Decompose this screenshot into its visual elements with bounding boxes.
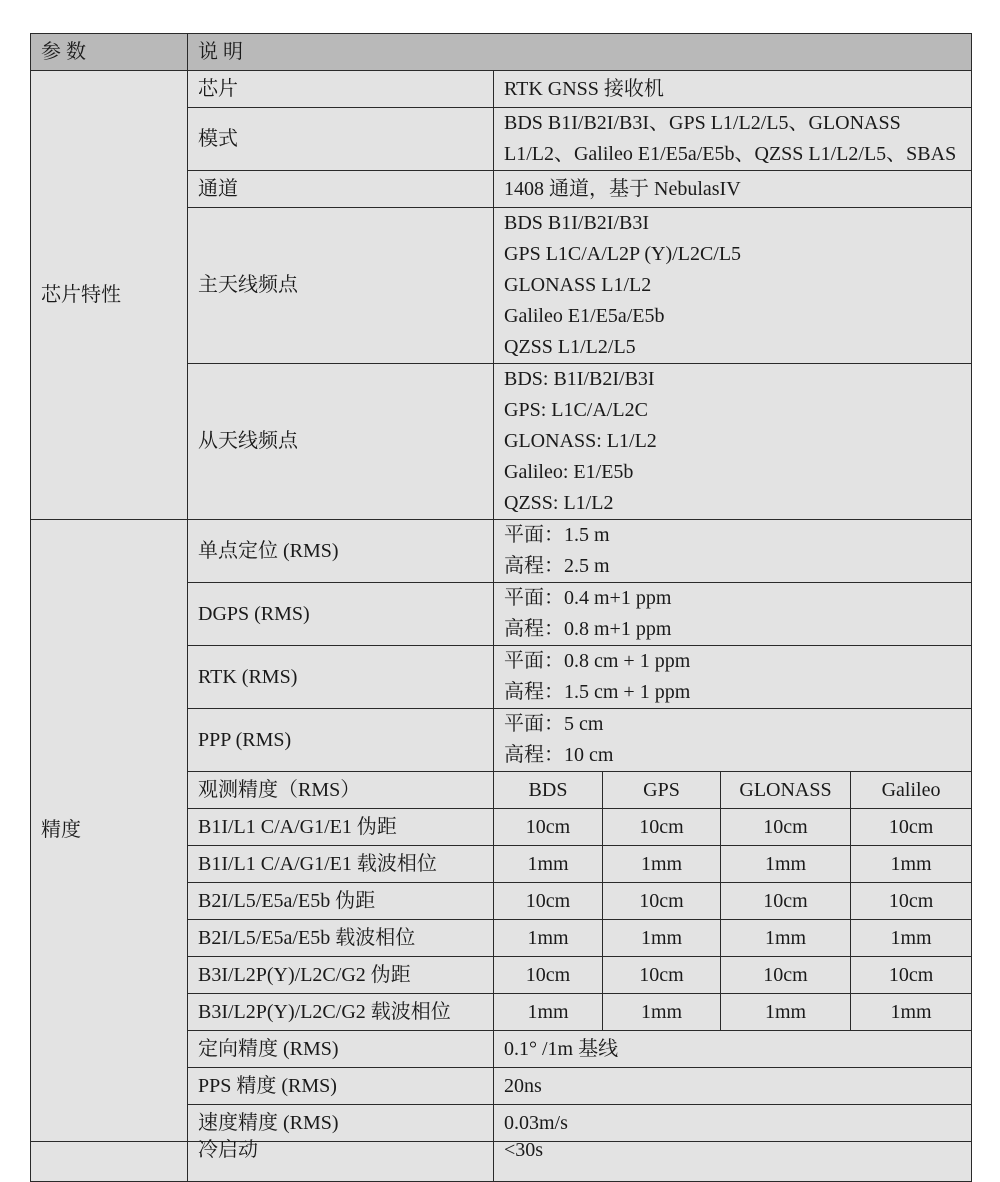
- obs-value: 10cm: [721, 957, 851, 994]
- param-label: 通道: [188, 171, 494, 208]
- obs-label: 观测精度（RMS）: [188, 772, 494, 809]
- obs-value: 1mm: [494, 994, 603, 1031]
- param-label: PPP (RMS): [188, 709, 494, 772]
- category-accuracy: 精度: [31, 520, 188, 1142]
- next-value: <30s: [504, 1139, 544, 1161]
- value-line: 平面：1.5 m: [504, 524, 610, 546]
- param-label: 主天线频点: [188, 208, 494, 364]
- obs-value: 1mm: [851, 994, 972, 1031]
- obs-system-header: GPS: [603, 772, 721, 809]
- param-label: 模式: [188, 108, 494, 171]
- value-line: GPS: L1C/A/L2C: [504, 399, 648, 421]
- accuracy-row: [31, 520, 972, 583]
- obs-value: 10cm: [603, 809, 721, 846]
- value-line: RTK GNSS 接收机: [504, 77, 664, 100]
- value-line: 高程：10 cm: [504, 744, 614, 766]
- spec-table: [30, 33, 972, 1182]
- value-cell: [494, 646, 972, 709]
- value-line: 平面：5 cm: [504, 713, 604, 735]
- table-header-row: [31, 34, 972, 71]
- obs-value: 10cm: [603, 957, 721, 994]
- obs-signal-label: B3I/L2P(Y)/L2C/G2 载波相位: [188, 994, 494, 1031]
- value-cell: [494, 520, 972, 583]
- value-line: Galileo: E1/E5b: [504, 461, 634, 483]
- obs-value: 10cm: [851, 809, 972, 846]
- value-line: Galileo E1/E5a/E5b: [504, 305, 665, 327]
- category-chip: 芯片特性: [31, 71, 188, 520]
- param-label: 芯片: [188, 71, 494, 108]
- value-line: BDS B1I/B2I/B3I: [504, 212, 650, 234]
- value-line: L1/L2、Galileo E1/E5a/E5b、QZSS L1/L2/L5、SBAS: [504, 143, 957, 165]
- obs-value: 1mm: [603, 994, 721, 1031]
- value-cell: [494, 709, 972, 772]
- obs-value: 10cm: [721, 883, 851, 920]
- value-line: QZSS: L1/L2: [504, 492, 614, 514]
- obs-signal-label: B1I/L1 C/A/G1/E1 载波相位: [188, 846, 494, 883]
- value-line: 平面：0.4 m+1 ppm: [504, 587, 672, 609]
- chip-row: [31, 71, 972, 108]
- obs-value: 10cm: [721, 809, 851, 846]
- value-cell: [494, 108, 972, 171]
- param-label: PPS 精度 (RMS): [188, 1068, 494, 1105]
- next-row: [31, 1142, 972, 1182]
- param-label: [188, 1139, 494, 1182]
- header-desc: 说 明: [188, 34, 972, 71]
- value-line: 高程：1.5 cm + 1 ppm: [504, 681, 691, 703]
- obs-value: 10cm: [603, 883, 721, 920]
- spec-table-body: [31, 34, 972, 1182]
- value-line: GLONASS: L1/L2: [504, 430, 657, 452]
- obs-signal-label: B2I/L5/E5a/E5b 载波相位: [188, 920, 494, 957]
- obs-value: 10cm: [851, 957, 972, 994]
- obs-system-header: GLONASS: [721, 772, 851, 809]
- value-line: BDS: B1I/B2I/B3I: [504, 368, 655, 390]
- value-line: 平面：0.8 cm + 1 ppm: [504, 650, 691, 672]
- value-line: GPS L1C/A/L2P (Y)/L2C/L5: [504, 243, 742, 265]
- obs-value: 1mm: [721, 994, 851, 1031]
- value-cell: [494, 71, 972, 108]
- obs-system-header: BDS: [494, 772, 603, 809]
- obs-value: 1mm: [494, 846, 603, 883]
- param-label: RTK (RMS): [188, 646, 494, 709]
- header-param: 参 数: [31, 34, 188, 71]
- obs-system-header: Galileo: [851, 772, 972, 809]
- param-label: DGPS (RMS): [188, 583, 494, 646]
- obs-value: 1mm: [494, 920, 603, 957]
- param-label: 从天线频点: [188, 364, 494, 520]
- category-next: [31, 1142, 188, 1182]
- obs-value: 10cm: [494, 883, 603, 920]
- obs-value: 1mm: [721, 846, 851, 883]
- value-line: QZSS L1/L2/L5: [504, 336, 636, 358]
- value-cell: [494, 1139, 972, 1182]
- value-cell: [494, 583, 972, 646]
- value-line: GLONASS L1/L2: [504, 274, 652, 296]
- param-label: 定向精度 (RMS): [188, 1031, 494, 1068]
- obs-value: 1mm: [603, 846, 721, 883]
- obs-value: 1mm: [851, 920, 972, 957]
- value-cell: [494, 208, 972, 364]
- obs-value: 10cm: [494, 957, 603, 994]
- next-label: 冷启动: [198, 1139, 258, 1161]
- obs-value: 1mm: [721, 920, 851, 957]
- obs-signal-label: B3I/L2P(Y)/L2C/G2 伪距: [188, 957, 494, 994]
- value-cell: 20ns: [494, 1068, 972, 1105]
- value-cell: [494, 364, 972, 520]
- obs-value: 1mm: [603, 920, 721, 957]
- value-cell: 0.1° /1m 基线: [494, 1031, 972, 1068]
- obs-value: 10cm: [851, 883, 972, 920]
- value-line: 高程：2.5 m: [504, 555, 610, 577]
- obs-value: 10cm: [494, 809, 603, 846]
- param-label: 速度精度 (RMS): [188, 1105, 494, 1142]
- obs-signal-label: B2I/L5/E5a/E5b 伪距: [188, 883, 494, 920]
- value-line: 1408 通道，基于 NebulasIV: [504, 177, 741, 200]
- value-line: BDS B1I/B2I/B3I、GPS L1/L2/L5、GLONASS: [504, 112, 901, 134]
- value-line: 高程：0.8 m+1 ppm: [504, 618, 672, 640]
- value-cell: 0.03m/s: [494, 1105, 972, 1142]
- param-label: 单点定位 (RMS): [188, 520, 494, 583]
- obs-signal-label: B1I/L1 C/A/G1/E1 伪距: [188, 809, 494, 846]
- value-cell: [494, 171, 972, 208]
- obs-value: 1mm: [851, 846, 972, 883]
